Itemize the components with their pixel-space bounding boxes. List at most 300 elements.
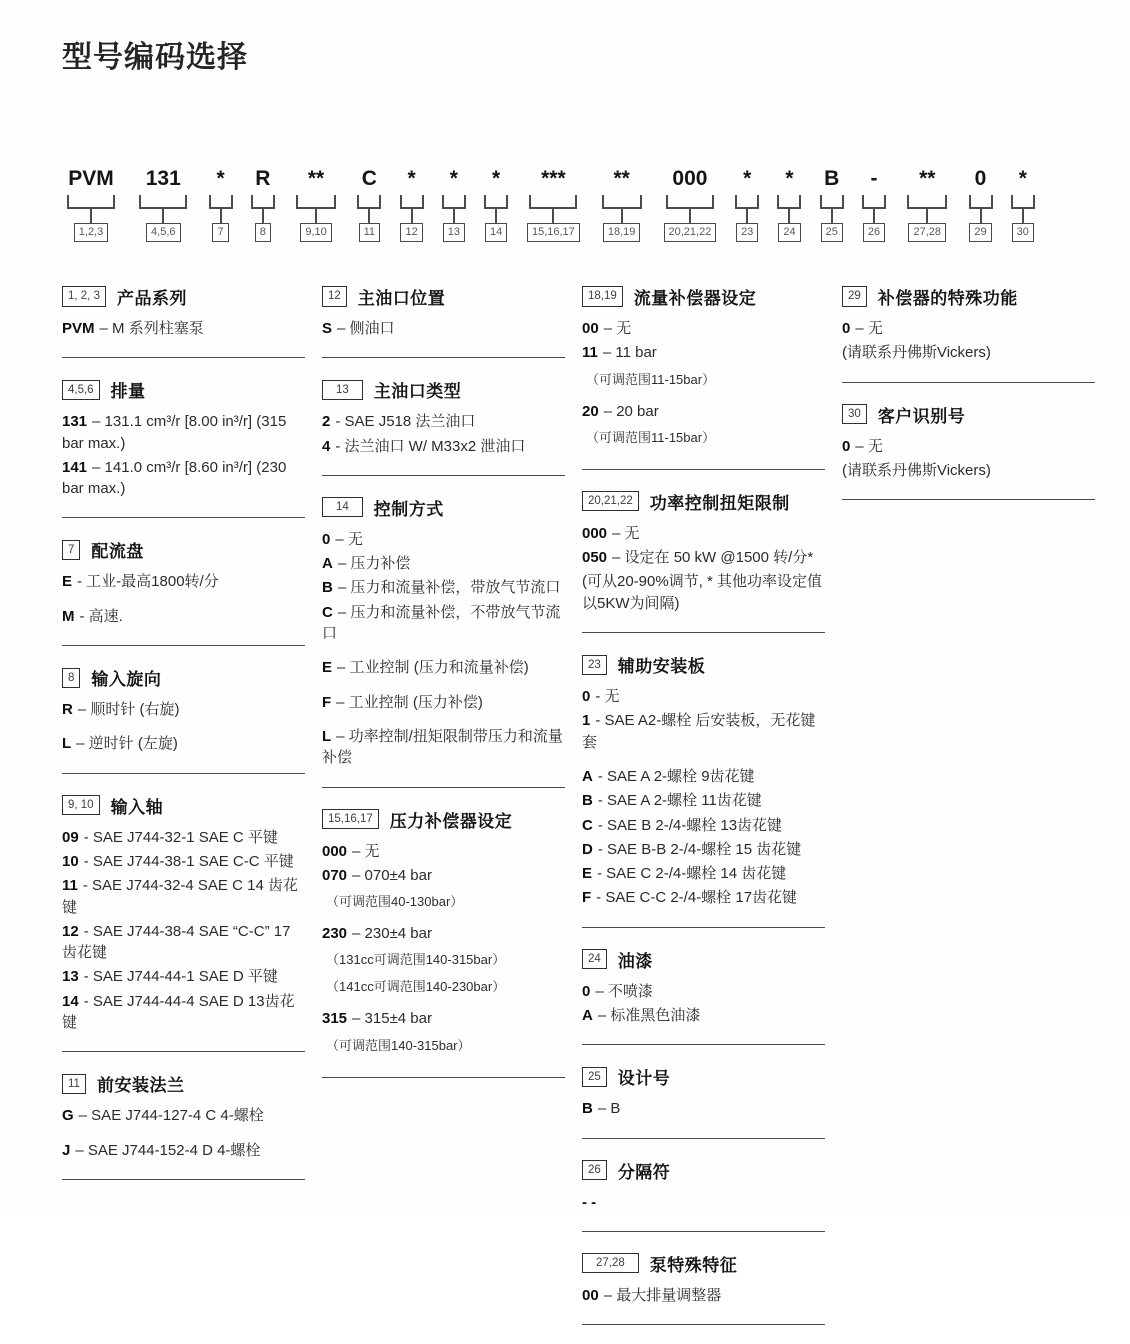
section-header <box>322 377 565 402</box>
entry-code: 315 <box>322 1010 348 1028</box>
section-position-box: 12 <box>322 286 347 306</box>
entry-line <box>582 1192 825 1213</box>
entry-line <box>582 342 825 363</box>
section-position-box: 14 <box>322 497 363 517</box>
section-title: 分隔符 <box>617 1162 671 1182</box>
section-header <box>582 652 825 677</box>
entry-line <box>62 318 305 339</box>
entry-line <box>322 692 565 713</box>
bracket-shape <box>1011 195 1035 209</box>
section-position-box: 11 <box>62 1074 86 1094</box>
entry-text: - SAE J744-38-4 SAE “C-C” 17齿花键 <box>62 922 291 962</box>
entry-text: - SAE J744-32-4 SAE C 14 齿花键 <box>62 877 298 916</box>
spec-section <box>582 1251 825 1325</box>
entry-note: （可调范围11-15bar） <box>586 371 716 387</box>
connector-line <box>689 209 691 223</box>
spec-section <box>582 652 825 928</box>
bracket-shape <box>400 195 424 209</box>
entry-line <box>322 577 565 598</box>
entry-code: F <box>322 693 332 711</box>
entry-code: 050 <box>582 549 608 567</box>
bracket-shape <box>735 195 759 209</box>
spec-section <box>62 665 305 774</box>
section-header <box>62 377 305 402</box>
position-box: 1,2,3 <box>74 223 108 242</box>
entry-line <box>62 1105 305 1126</box>
section-title: 输入轴 <box>110 797 164 817</box>
entry-text: – 无 <box>855 437 883 455</box>
connector-line <box>621 209 623 223</box>
entry-text: – 顺时针 (右旋) <box>77 701 180 719</box>
code-value: * <box>216 167 225 190</box>
spec-section <box>582 1064 825 1138</box>
entry-code: 00 <box>582 1286 599 1304</box>
connector-line <box>746 209 748 223</box>
code-value: C <box>361 167 377 190</box>
entry-note: （可调范围11-15bar） <box>586 429 716 445</box>
code-value: * <box>449 167 458 190</box>
code-segment <box>968 167 994 242</box>
entry-line <box>322 841 565 862</box>
code-segment <box>63 167 119 242</box>
entry-text: – 功率控制/扭矩限制带压力和流量补偿 <box>322 727 563 767</box>
connector-line <box>788 209 790 223</box>
bracket-shape <box>777 195 801 209</box>
section-title: 主油口类型 <box>373 382 462 402</box>
entry-code: J <box>62 1141 71 1159</box>
code-segment <box>861 167 887 242</box>
entry-text: (请联系丹佛斯Vickers) <box>842 461 991 479</box>
position-box: 4,5,6 <box>146 223 180 242</box>
spec-section <box>582 1158 825 1232</box>
entry-text: – 压力和流量补偿，不带放气节流口 <box>322 603 561 643</box>
entry-line <box>62 875 305 918</box>
section-header <box>62 537 305 562</box>
section-position-box: 20,21,22 <box>582 491 639 511</box>
entry-code: 11 <box>582 344 598 362</box>
entry-text: – 设定在 50 kW @1500 转/分* <box>612 549 814 567</box>
section-position-box: 27,28 <box>582 1253 639 1273</box>
entry-line <box>582 766 825 787</box>
entry-code: 09 <box>62 828 79 846</box>
entry-line <box>62 571 305 592</box>
entry-text: – 315±4 bar <box>352 1010 432 1028</box>
code-value: 131 <box>145 167 181 190</box>
entry-note: （141cc可调范围140-230bar） <box>326 979 506 995</box>
position-box: 8 <box>255 223 271 242</box>
entry-text: - 无 <box>595 688 620 706</box>
section-position-box: 13 <box>322 380 363 400</box>
entry-code: L <box>62 735 72 753</box>
bracket-shape <box>296 195 336 209</box>
entry-code: PVM <box>62 320 95 337</box>
entry-line <box>322 529 565 550</box>
section-header <box>62 284 305 309</box>
position-box: 11 <box>359 223 380 242</box>
entry-line <box>582 710 825 753</box>
entry-text: – 070±4 bar <box>352 866 432 884</box>
entry-code: L <box>322 727 332 745</box>
spec-section <box>62 537 305 646</box>
entry-line <box>582 863 825 884</box>
code-segment <box>399 167 425 242</box>
entry-code: 0 <box>842 320 851 337</box>
entry-code: 14 <box>62 992 79 1010</box>
spec-column <box>582 284 825 1344</box>
entry-line <box>322 923 565 944</box>
bracket-shape <box>862 195 886 209</box>
entry-text: – 无 <box>352 842 380 860</box>
entry-code: A <box>322 555 333 573</box>
section-position-box: 26 <box>582 1160 607 1180</box>
entry-code: M <box>62 607 75 625</box>
entry-line <box>582 318 825 339</box>
entry-text: – 无 <box>855 320 883 337</box>
code-segment <box>483 167 509 242</box>
entry-line <box>62 733 305 754</box>
entry-code: 230 <box>322 925 348 943</box>
entry-text: - SAE A2-螺栓 后安装板，无花键套 <box>582 712 816 751</box>
entry-line <box>62 921 305 964</box>
section-position-box: 18,19 <box>582 286 623 306</box>
entry-code: 000 <box>322 842 348 860</box>
entry-line <box>322 553 565 574</box>
code-value: ** <box>919 167 936 190</box>
spec-columns <box>62 284 1095 1344</box>
entry-line <box>322 411 565 432</box>
section-title: 流量补偿器设定 <box>633 289 757 308</box>
bracket-shape <box>139 195 187 209</box>
entry-code: 0 <box>842 437 851 455</box>
section-title: 辅助安装板 <box>617 657 706 677</box>
entry-line <box>322 865 565 886</box>
entry-text: – M 系列柱塞泵 <box>99 320 204 337</box>
code-value: *** <box>541 167 566 190</box>
section-position-box: 30 <box>842 404 867 424</box>
code-segment <box>903 167 951 242</box>
bracket-shape <box>820 195 844 209</box>
entry-text: - 高速. <box>79 607 123 625</box>
entry-line <box>322 726 565 769</box>
section-header <box>322 807 565 832</box>
entry-text: - SAE J744-32-1 SAE C 平键 <box>83 828 278 846</box>
entry-code: 1 <box>582 712 591 730</box>
section-title: 功率控制扭矩限制 <box>649 493 790 513</box>
code-value: R <box>255 167 271 190</box>
entry-code: 0 <box>582 982 591 1000</box>
position-box: 29 <box>969 223 991 242</box>
entry-note: （131cc可调范围140-315bar） <box>326 952 506 968</box>
bracket-shape <box>666 195 714 209</box>
entry-line <box>322 602 565 645</box>
section-position-box: 4,5,6 <box>62 380 100 400</box>
entry-code: 10 <box>62 852 79 870</box>
entry-text: - SAE J744-44-4 SAE D 13齿花键 <box>62 992 295 1032</box>
entry-text: – 工业控制 (压力补偿) <box>336 693 483 711</box>
position-box: 27,28 <box>908 223 946 242</box>
entry-text: - SAE A 2-螺栓 9齿花键 <box>597 767 755 785</box>
code-value: * <box>492 167 501 190</box>
position-box: 12 <box>400 223 422 242</box>
entry-line <box>582 547 825 568</box>
section-title: 输入旋向 <box>91 670 162 690</box>
entry-text: - SAE B-B 2-/4-螺栓 15 齿花键 <box>597 840 802 858</box>
section-header <box>582 284 825 309</box>
position-box: 15,16,17 <box>527 223 580 242</box>
bracket-shape <box>442 195 466 209</box>
code-value: ** <box>307 167 325 190</box>
code-segment <box>356 167 382 242</box>
section-header <box>582 1251 825 1276</box>
entry-line <box>582 1005 825 1026</box>
connector-line <box>552 209 554 223</box>
entry-text: - SAE C 2-/4-螺栓 14 齿花键 <box>597 865 787 883</box>
entry-code: E <box>62 573 73 591</box>
entry-code: 0 <box>582 688 591 706</box>
entry-code: C <box>322 603 333 621</box>
entry-note: （可调范围40-130bar） <box>326 894 464 910</box>
code-value: B <box>824 167 840 190</box>
entry-text: – 无 <box>603 320 632 337</box>
entry-line <box>582 686 825 707</box>
entry-text: – 230±4 bar <box>352 925 432 943</box>
connector-line <box>368 209 370 223</box>
entry-text: (可从20-90%调节, * 其他功率设定值以5KW为间隔) <box>582 573 823 612</box>
entry-code: 000 <box>582 524 608 542</box>
entry-line <box>582 790 825 811</box>
entry-text: – 压力和流量补偿，带放气节流口 <box>337 579 561 597</box>
entry-code: 4 <box>322 437 331 455</box>
position-box: 20,21,22 <box>664 223 717 242</box>
code-segment <box>662 167 718 242</box>
position-box: 25 <box>821 223 843 242</box>
entry-text: - SAE J518 法兰油口 <box>335 413 476 431</box>
entry-code: S <box>322 320 333 337</box>
entry-code: 00 <box>582 320 599 337</box>
entry-line <box>62 457 305 500</box>
section-title: 泵特殊特征 <box>649 1255 738 1275</box>
section-header <box>582 489 825 514</box>
entry-line <box>62 966 305 987</box>
page-title: 型号编码选择 <box>62 41 248 74</box>
connector-line <box>220 209 222 223</box>
code-value: * <box>407 167 416 190</box>
bracket-shape <box>969 195 993 209</box>
position-box: 14 <box>485 223 507 242</box>
spec-column <box>322 284 565 1097</box>
entry-line <box>62 411 305 454</box>
code-segment <box>776 167 802 242</box>
entry-line <box>582 571 825 614</box>
entry-code: B <box>322 579 333 597</box>
entry-line <box>582 887 825 908</box>
entry-code: B <box>582 792 593 810</box>
connector-line <box>90 209 92 223</box>
entry-code: 12 <box>62 922 79 940</box>
spec-section <box>842 284 1095 383</box>
section-header <box>582 1064 825 1089</box>
section-position-box: 23 <box>582 655 607 675</box>
code-segment <box>734 167 760 242</box>
entry-code: E <box>322 659 333 677</box>
entry-code: F <box>582 889 592 907</box>
code-value: 000 <box>672 167 708 190</box>
section-header <box>322 284 565 309</box>
code-segment <box>525 167 581 242</box>
spec-section <box>322 807 565 1078</box>
connector-line <box>162 209 164 223</box>
connector-line <box>873 209 875 223</box>
entry-code: C <box>582 816 593 834</box>
entry-code: 070 <box>322 866 348 884</box>
entry-code: A <box>582 1007 593 1025</box>
connector-line <box>495 209 497 223</box>
spec-column <box>842 284 1095 519</box>
entry-text: – 工业控制 (压力和流量补偿) <box>337 659 529 677</box>
entry-text: – 逆时针 (左旋) <box>76 735 178 753</box>
spec-section <box>62 1071 305 1180</box>
entry-text: – 压力补偿 <box>337 555 411 573</box>
spec-section <box>582 489 825 633</box>
entry-line <box>582 1285 825 1306</box>
code-value: * <box>1018 167 1027 190</box>
bracket-shape <box>67 195 115 209</box>
section-position-box: 1, 2, 3 <box>62 286 106 306</box>
position-box: 24 <box>778 223 800 242</box>
section-header <box>62 793 305 818</box>
code-segment <box>208 167 234 242</box>
spec-section <box>582 284 825 470</box>
entry-code: 20 <box>582 402 599 420</box>
position-box: 13 <box>443 223 465 242</box>
spec-section <box>322 495 565 788</box>
connector-line <box>411 209 413 223</box>
code-segment <box>1010 167 1036 242</box>
entry-line <box>62 606 305 627</box>
entry-line <box>322 436 565 457</box>
entry-code: 0 <box>322 530 331 548</box>
code-segment <box>819 167 845 242</box>
entry-code: B <box>582 1100 593 1118</box>
entry-line <box>62 699 305 720</box>
entry-code: 141 <box>62 458 88 476</box>
code-value: PVM <box>68 167 114 190</box>
entry-line <box>582 1098 825 1119</box>
section-title: 产品系列 <box>116 289 187 308</box>
entry-text: – B <box>597 1100 621 1118</box>
entry-line <box>582 981 825 1002</box>
bracket-shape <box>251 195 275 209</box>
section-title: 客户识别号 <box>877 406 966 426</box>
entry-text: - SAE J744-44-1 SAE D 平键 <box>83 968 278 986</box>
section-title: 前安装法兰 <box>96 1076 185 1096</box>
spec-section <box>322 377 565 476</box>
entry-text: – SAE J744-152-4 D 4-螺栓 <box>75 1141 261 1159</box>
entry-text: – 141.0 cm³/r [8.60 in³/r] (230 bar max.) <box>62 458 287 498</box>
entry-line <box>62 1140 305 1161</box>
entry-text: – 最大排量调整器 <box>603 1286 722 1304</box>
spec-section <box>62 284 305 358</box>
entry-text: – 131.1 cm³/r [8.00 in³/r] (315 bar max.) <box>62 413 287 452</box>
code-segment <box>598 167 646 242</box>
entry-code: A <box>582 767 593 785</box>
entry-line <box>322 657 565 678</box>
entry-text: - 法兰油口 W/ M33x2 泄油口 <box>335 437 526 455</box>
bracket-shape <box>529 195 577 209</box>
spec-section <box>842 402 1095 501</box>
section-title: 配流盘 <box>91 542 144 562</box>
entry-line <box>62 991 305 1034</box>
section-position-box: 9, 10 <box>62 795 100 815</box>
code-segment <box>292 167 340 242</box>
spec-section <box>62 793 305 1053</box>
entry-code: G <box>62 1107 74 1125</box>
section-header <box>582 947 825 972</box>
position-box: 23 <box>736 223 758 242</box>
entry-text: – 20 bar <box>603 402 659 420</box>
entry-line <box>582 523 825 544</box>
entry-note: （可调范围140-315bar） <box>326 1037 471 1053</box>
code-value: * <box>785 167 794 190</box>
entry-code: 131 <box>62 413 88 431</box>
entry-text: (请联系丹佛斯Vickers) <box>842 344 991 362</box>
entry-code: R <box>62 701 73 719</box>
position-box: 30 <box>1012 223 1034 242</box>
section-title: 设计号 <box>617 1069 671 1089</box>
section-header <box>62 1071 305 1096</box>
code-value: ** <box>613 167 630 190</box>
entry-line <box>582 401 825 422</box>
spec-column <box>62 284 305 1199</box>
entry-line <box>582 815 825 836</box>
entry-text: - SAE J744-38-1 SAE C-C 平键 <box>83 852 294 870</box>
section-title: 压力补偿器设定 <box>389 811 513 831</box>
connector-line <box>1022 209 1024 223</box>
position-box: 9,10 <box>300 223 331 242</box>
connector-line <box>980 209 982 223</box>
section-position-box: 25 <box>582 1067 607 1087</box>
section-title: 排量 <box>110 382 146 402</box>
entry-code: E <box>582 865 593 883</box>
entry-line <box>62 827 305 848</box>
spec-section <box>582 947 825 1046</box>
entry-text: – 无 <box>335 530 363 548</box>
section-position-box: 8 <box>62 668 80 688</box>
spec-section <box>62 377 305 518</box>
bracket-shape <box>602 195 642 209</box>
entry-text: - 工业-最高1800转/分 <box>77 573 219 591</box>
section-position-box: 15,16,17 <box>322 809 379 829</box>
code-segment <box>441 167 467 242</box>
entry-code: D <box>582 840 593 858</box>
section-header <box>842 284 1095 309</box>
section-title: 主油口位置 <box>357 289 446 308</box>
code-segment <box>250 167 276 242</box>
section-title: 补偿器的特殊功能 <box>877 289 1018 308</box>
model-code-row <box>63 167 1036 242</box>
entry-line <box>842 342 1095 363</box>
entry-line <box>62 851 305 872</box>
bracket-shape <box>907 195 947 209</box>
entry-text: - SAE C-C 2-/4-螺栓 17齿花键 <box>596 889 798 907</box>
entry-text: – 不喷漆 <box>595 982 653 1000</box>
section-header <box>322 495 565 520</box>
section-position-box: 29 <box>842 286 867 306</box>
entry-text: - SAE B 2-/4-螺栓 13齿花键 <box>597 816 783 834</box>
entry-code: 11 <box>62 877 78 895</box>
bracket-shape <box>484 195 508 209</box>
spec-section <box>322 284 565 358</box>
